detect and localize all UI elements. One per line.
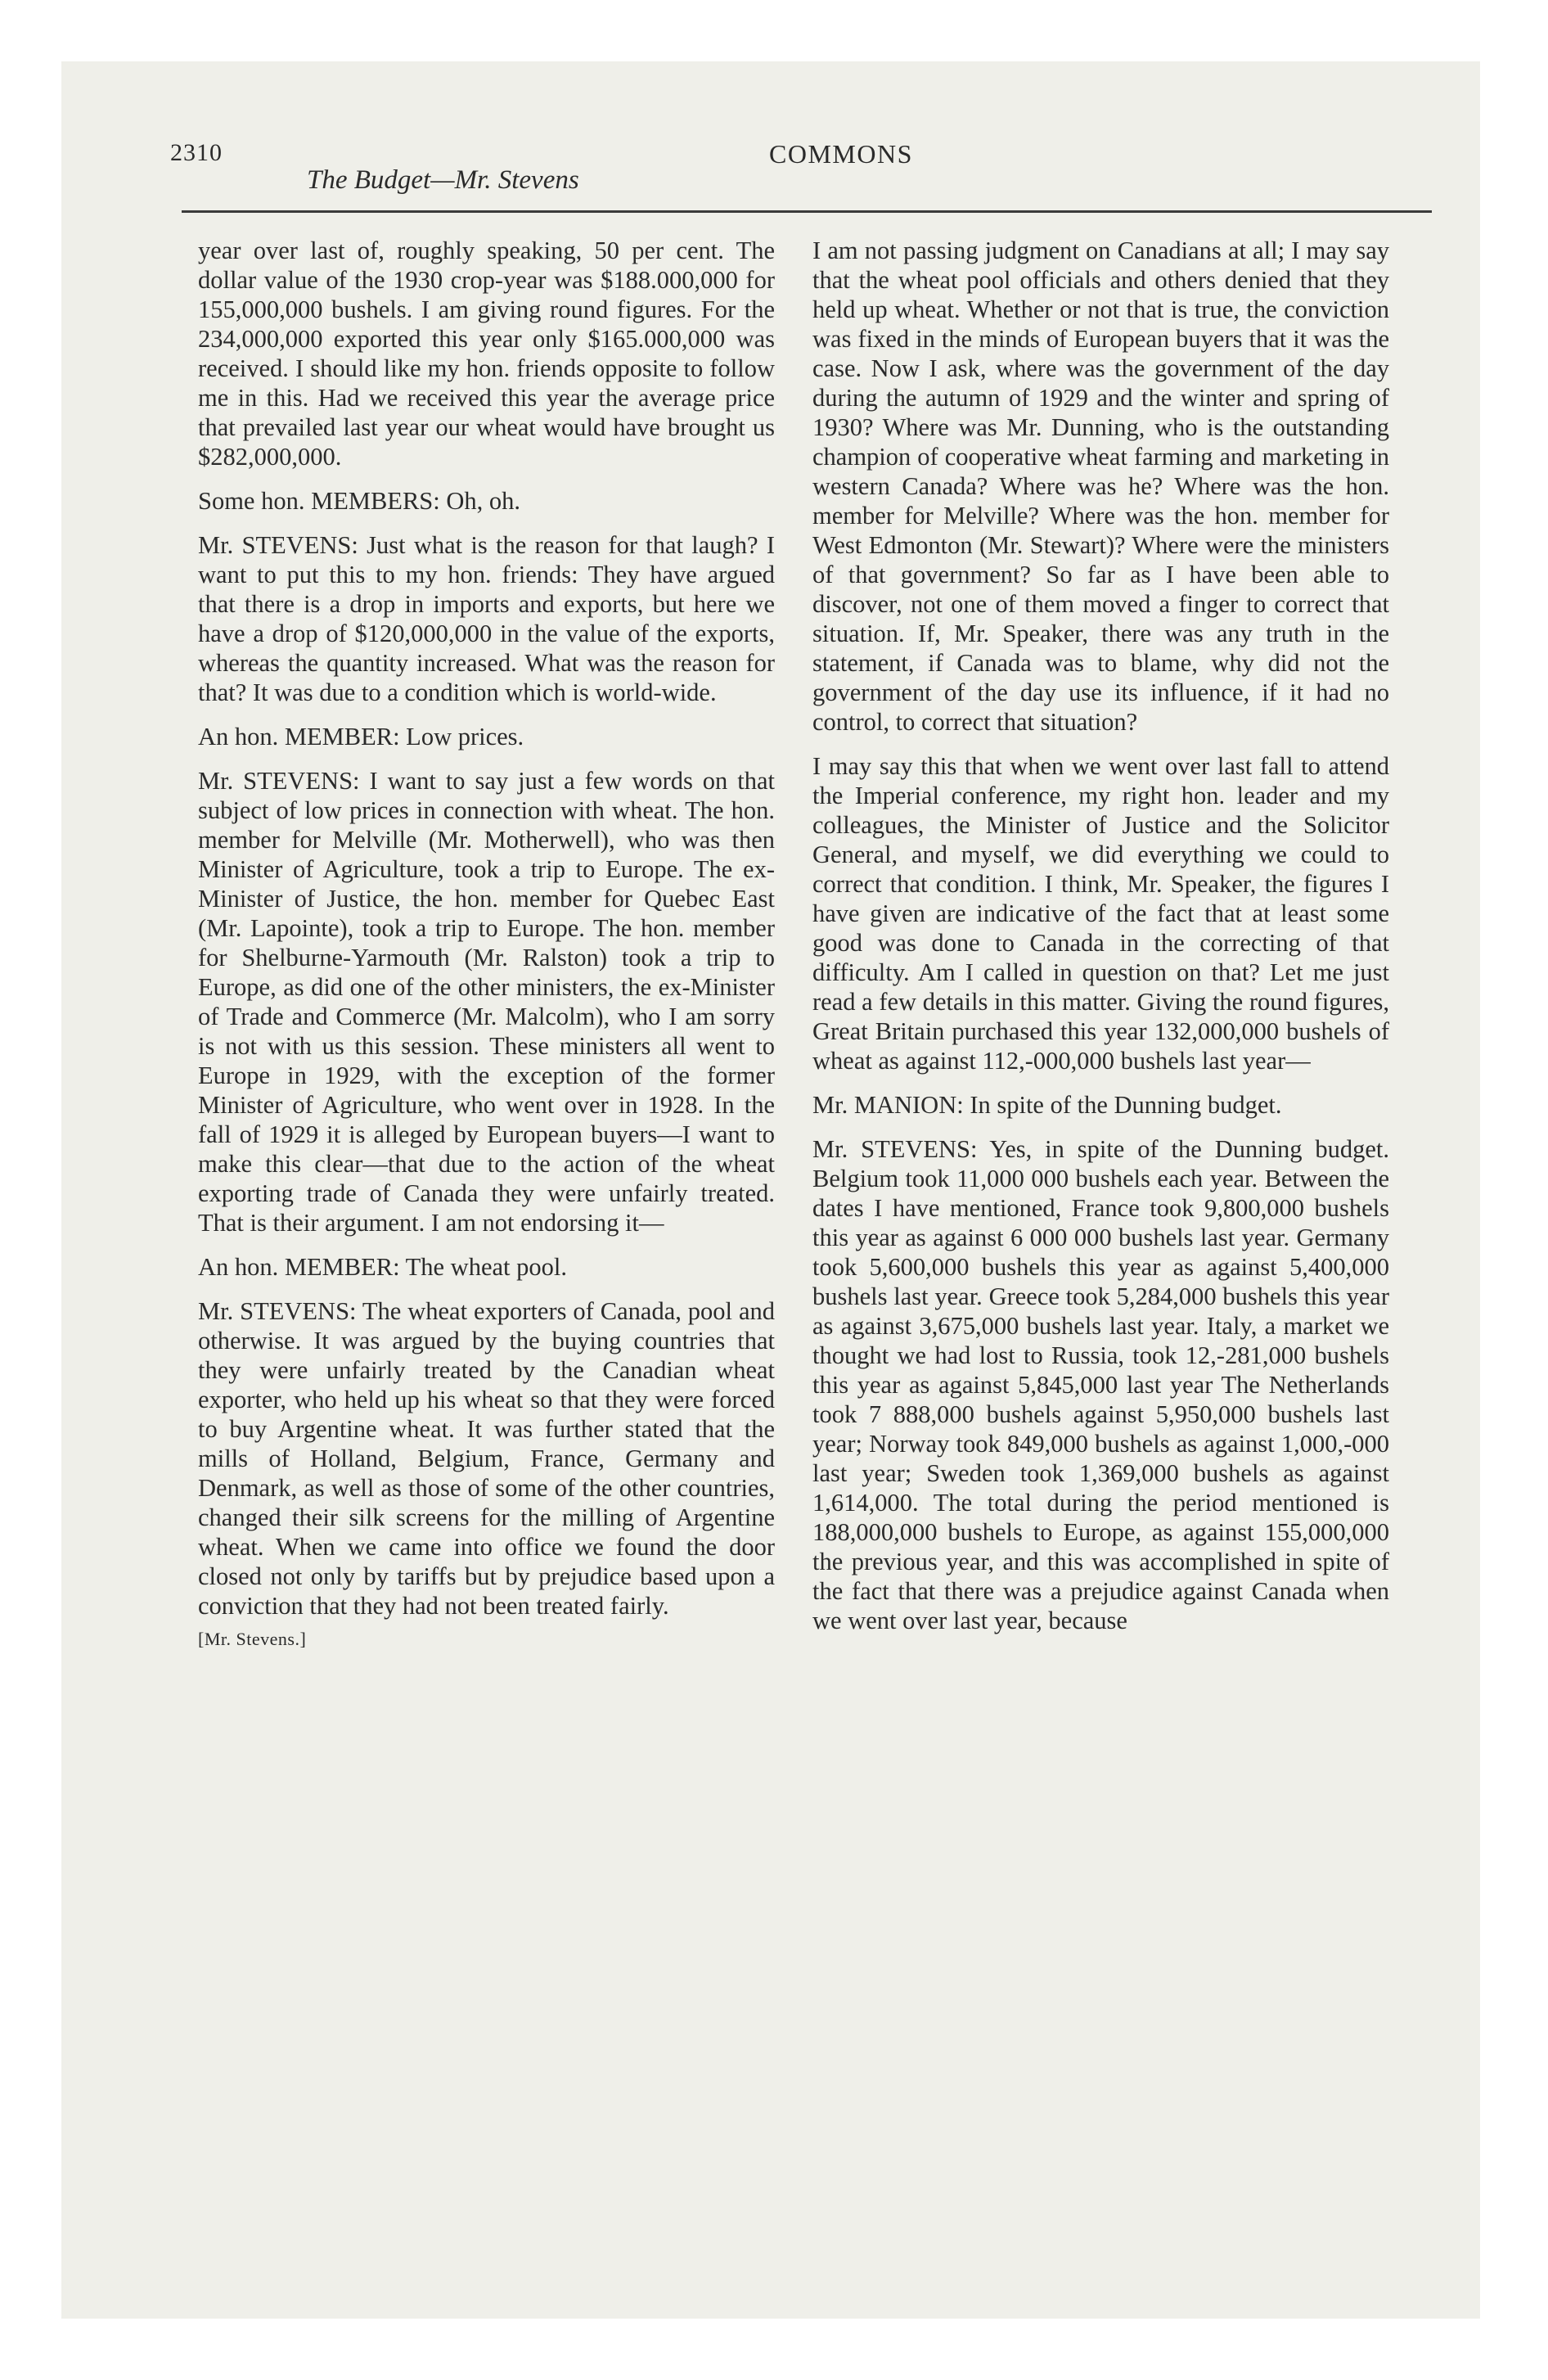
right-column [812,236,1389,1635]
paragraph: I may say this that when we went over last fall to attend the Imperial conference, my right hon. leader and my colleagues, the Minister of Justice and the Solicitor General, and myself, we did everything we could to correct that condition. I think, Mr. Speaker, the figures I have given are indicative of the fact that at least some good was done to Canada in the correcting of that difficulty. Am I called in question on that? Let me just read a few details in this matter. Giving the round figures, Great Britain purchased this year 132,000,000 bushels of wheat as against 112,-000,000 bushels last year— [812,752,1389,1075]
running-head: The Budget—Mr. Stevens [307,165,579,195]
paragraph: Mr. STEVENS: The wheat exporters of Canada, pool and otherwise. It was argued by the buying countries that they were unfairly treated by the Canadian wheat exporter, who held up his wheat so that they were forced to buy Argentine wheat. It was further stated that the mills of Holland, Belgium, France, Germany and Denmark, as well as those of some of the other countries, changed their silk screens for the milling of Argentine wheat. When we came into office we found the door closed not only by tariffs but by prejudice based upon a conviction that they had not been treated fairly. [198,1297,775,1620]
page-header [115,131,1432,213]
interjection: Some hon. MEMBERS: Oh, oh. [198,487,520,515]
interjection: Mr. MANION: In spite of the Dunning budget. [812,1091,1282,1119]
interjection: An hon. MEMBER: Low prices. [198,723,524,751]
paragraph: year over last of, roughly speaking, 50 per cent. The dollar value of the 1930 crop-year was $188.000,000 for 155,000,000 bushels. I am giving round figures. For the 234,000,000 exported this year only $165.000,000 was received. I should like my hon. friends opposite to follow me in this. Had we received this year the average price that prevailed last year our wheat would have brought us $282,000,000. [198,237,775,471]
paragraph: I am not passing judgment on Canadians at all; I may say that the wheat pool officials and others denied that they held up wheat. Whether or not that is true, the conviction was fixed in the minds of European buyers that it was the case. Now I ask, where was the government of the day during the autumn of 1929 and the winter and spring of 1930? Where was Mr. Dunning, who is the outstanding champion of cooperative wheat farming and marketing in western Canada? Where was he? Where was the hon. member for Melville? Where was the hon. member for West Edmonton (Mr. Stewart)? Where were the ministers of that government? So far as I have been able to discover, not one of them moved a finger to correct that situation. If, Mr. Speaker, there was any truth in the statement, if Canada was to blame, why did not the government of the day use its influence, if it had no control, to correct that situation? [812,237,1389,736]
section-title: COMMONS [769,139,913,169]
paragraph: Mr. STEVENS: I want to say just a few words on that subject of low prices in connection with wheat. The hon. member for Melville (Mr. Motherwell), who was then Minister of Agriculture, took a trip to Europe. The ex-Minister of Justice, the hon. member for Quebec East (Mr. Lapointe), took a trip to Europe. The hon. member for Shelburne-Yarmouth (Mr. Ralston) took a trip to Europe, as did one of the other ministers, the ex-Minister of Trade and Commerce (Mr. Malcolm), who I am sorry is not with us this session. These ministers all went to Europe in 1929, with the exception of the former Minister of Agriculture, who went over in 1928. In the fall of 1929 it is alleged by European buyers—I want to make this clear—that due to the action of the wheat exporting trade of Canada they were unfairly treated. That is their argument. I am not endorsing it— [198,767,775,1237]
paragraph: Mr. STEVENS: Just what is the reason for that laugh? I want to put this to my hon. friends: They have argued that there is a drop in imports and exports, but here we have a drop of $120,000,000 in the value of the exports, whereas the quantity increased. What was the reason for that? It was due to a condition which is world-wide. [198,531,775,706]
left-column [198,236,775,1650]
page-number: 2310 [170,139,223,166]
interjection: An hon. MEMBER: The wheat pool. [198,1253,567,1281]
speaker-tag: [Mr. Stevens.] [198,1629,307,1649]
header-rule [182,210,1432,213]
paragraph: Mr. STEVENS: Yes, in spite of the Dunning budget. Belgium took 11,000 000 bushels each year. Between the dates I have mentioned, France took 9,800,000 bushels this year as against 6 000 000 bushels last year. Germany took 5,600,000 bushels this year as against 5,400,000 bushels last year. Greece took 5,284,000 bushels this year as against 3,675,000 bushels last year. Italy, a market we thought we had lost to Russia, took 12,-281,000 bushels this year as against 5,845,000 last year The Netherlands took 7 888,000 bushels against 5,950,000 bushels last year; Norway took 849,000 bushels as against 1,000,-000 last year; Sweden took 1,369,000 bushels as against 1,614,000. The total during the period mentioned is 188,000,000 bushels to Europe, as against 155,000,000 the previous year, and this was accomplished in spite of the fact that there was a prejudice against Canada when we went over last year, because [812,1135,1389,1634]
